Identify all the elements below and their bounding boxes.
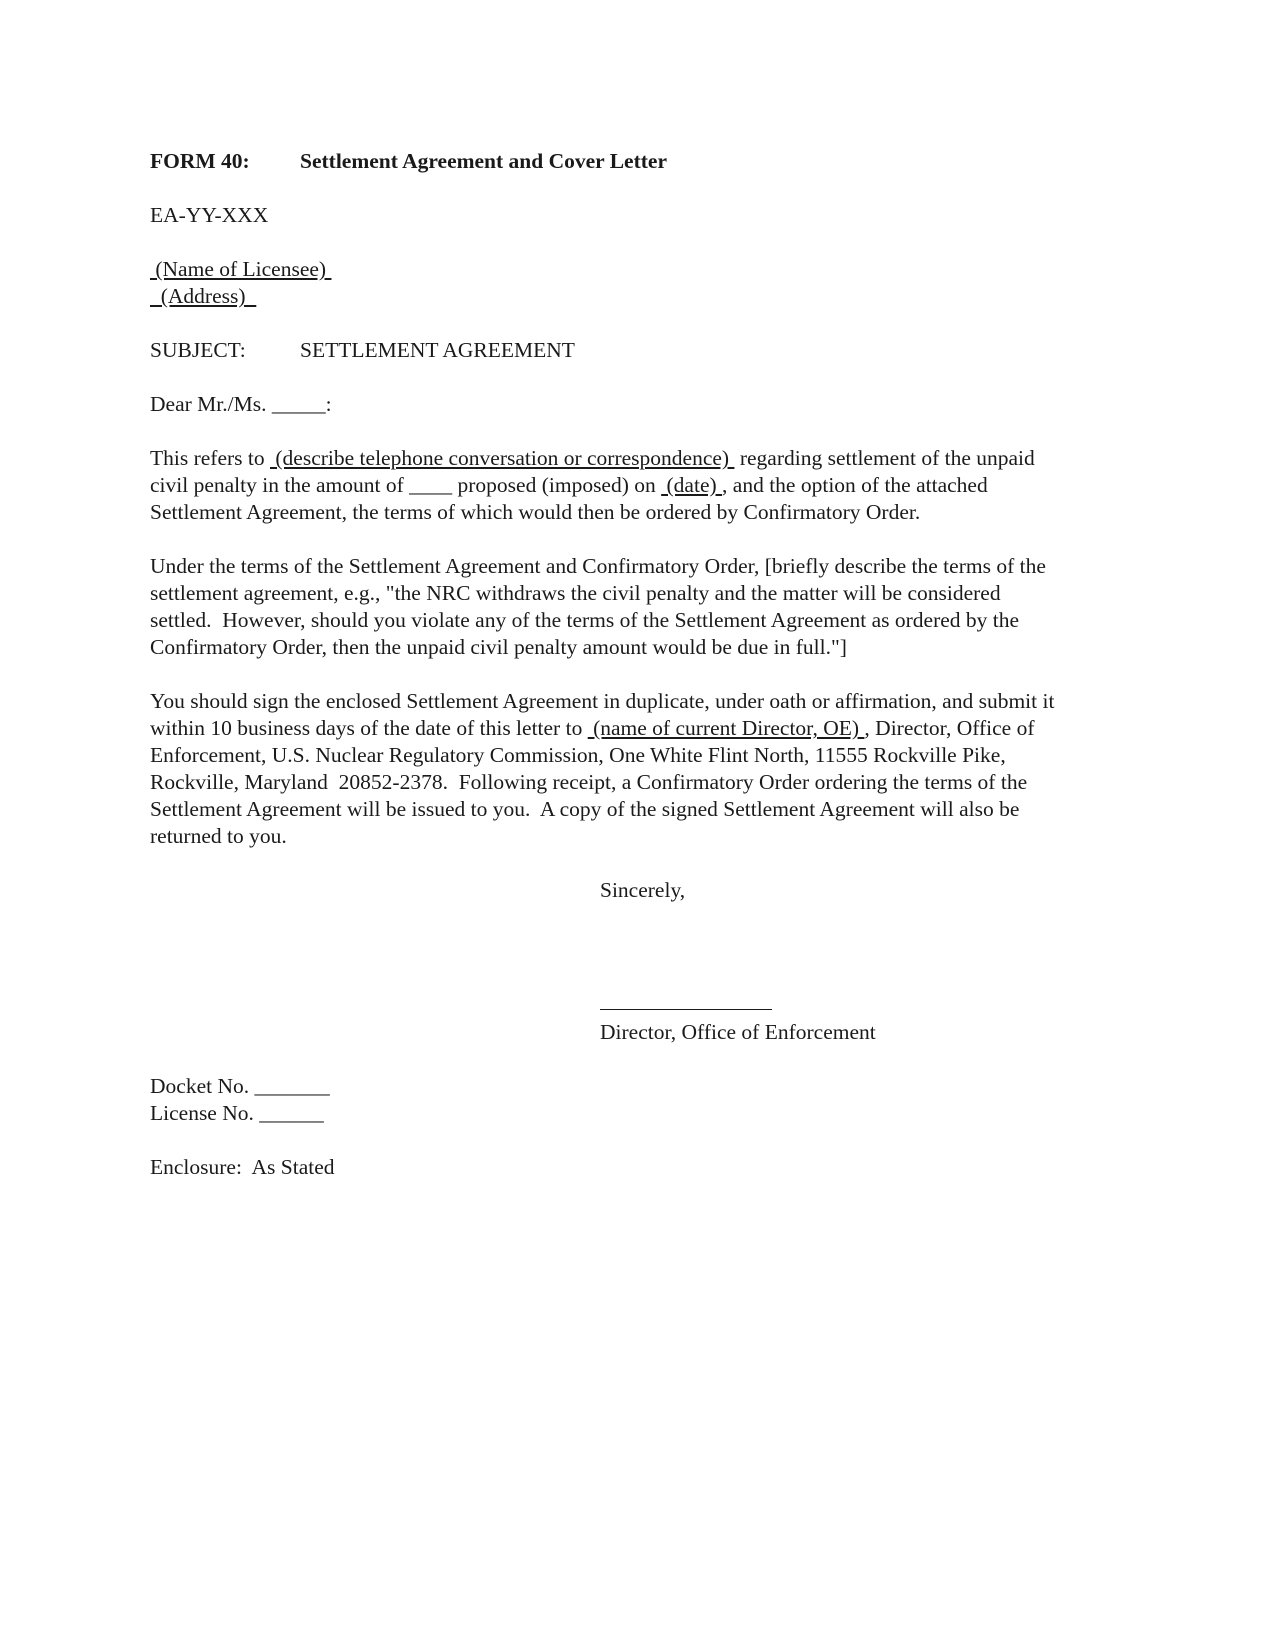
p2-text: settlement agreement, e.g., "the NRC withdraws the civil penalty and the matter will be considered	[150, 581, 1001, 605]
p2-text: settled. However, should you violate any of the terms of the Settlement Agreement as ordered by the	[150, 608, 1020, 632]
closing: Sincerely,	[600, 878, 686, 902]
p3-text: You should sign the enclosed Settlement Agreement in duplicate, under oath or affirmation, and submit it	[150, 689, 1055, 713]
subject-line	[150, 337, 1130, 364]
paragraph-instructions	[150, 688, 1130, 850]
license-number: License No. ______	[150, 1101, 324, 1125]
subject-value: SETTLEMENT AGREEMENT	[300, 338, 575, 362]
p3-text: Rockville, Maryland 20852-2378. Following receipt, a Confirmatory Order ordering the terms of the	[150, 770, 1028, 794]
addressee-address-line	[150, 283, 1130, 310]
p3-text: returned to you.	[150, 824, 287, 848]
form-title: Settlement Agreement and Cover Letter	[300, 149, 667, 173]
signature-block	[600, 877, 1130, 1046]
licensee-address-field: (Address)	[150, 284, 257, 308]
date-field: (date)	[661, 473, 723, 497]
letter-page	[150, 148, 1130, 1181]
penalty-amount-blank: ____	[409, 473, 453, 497]
subject-label: SUBJECT:	[150, 338, 246, 362]
paragraph-terms	[150, 553, 1130, 661]
signature-line	[600, 1008, 772, 1010]
ea-number: EA-YY-XXX	[150, 203, 269, 227]
addressee-name-line	[150, 256, 1130, 283]
salutation: Dear Mr./Ms. _____:	[150, 392, 332, 416]
p2-text: Under the terms of the Settlement Agreement and Confirmatory Order, [briefly describe the terms of the	[150, 554, 1046, 578]
form-heading	[150, 148, 1130, 175]
licensee-name-field: (Name of Licensee)	[150, 257, 332, 281]
p3-text: Settlement Agreement will be issued to you. A copy of the signed Settlement Agreement will also be	[150, 797, 1020, 821]
paragraph-reference	[150, 445, 1130, 526]
enclosure-note: Enclosure: As Stated	[150, 1155, 335, 1179]
p1-text: , and the option of the attached	[722, 473, 988, 497]
p3-text: , Director, Office of	[864, 716, 1035, 740]
p1-text: This refers to	[150, 446, 271, 470]
signatory-title: Director, Office of Enforcement	[600, 1020, 876, 1044]
correspondence-field: (describe telephone conversation or correspondence)	[270, 446, 735, 470]
p1-text: Settlement Agreement, the terms of which would then be ordered by Confirmatory Order.	[150, 500, 921, 524]
docket-number: Docket No. _______	[150, 1074, 330, 1098]
p1-text: regarding settlement of the unpaid	[734, 446, 1035, 470]
form-number: FORM 40:	[150, 149, 250, 173]
p2-text: Confirmatory Order, then the unpaid civil penalty amount would be due in full."]	[150, 635, 847, 659]
p3-text: Enforcement, U.S. Nuclear Regulatory Commission, One White Flint North, 11555 Rockville Pike,	[150, 743, 1006, 767]
p1-text: proposed (imposed) on	[452, 473, 662, 497]
p3-text: within 10 business days of the date of this letter to	[150, 716, 588, 740]
p1-text: civil penalty in the amount of	[150, 473, 410, 497]
director-name-field: (name of current Director, OE)	[587, 716, 865, 740]
